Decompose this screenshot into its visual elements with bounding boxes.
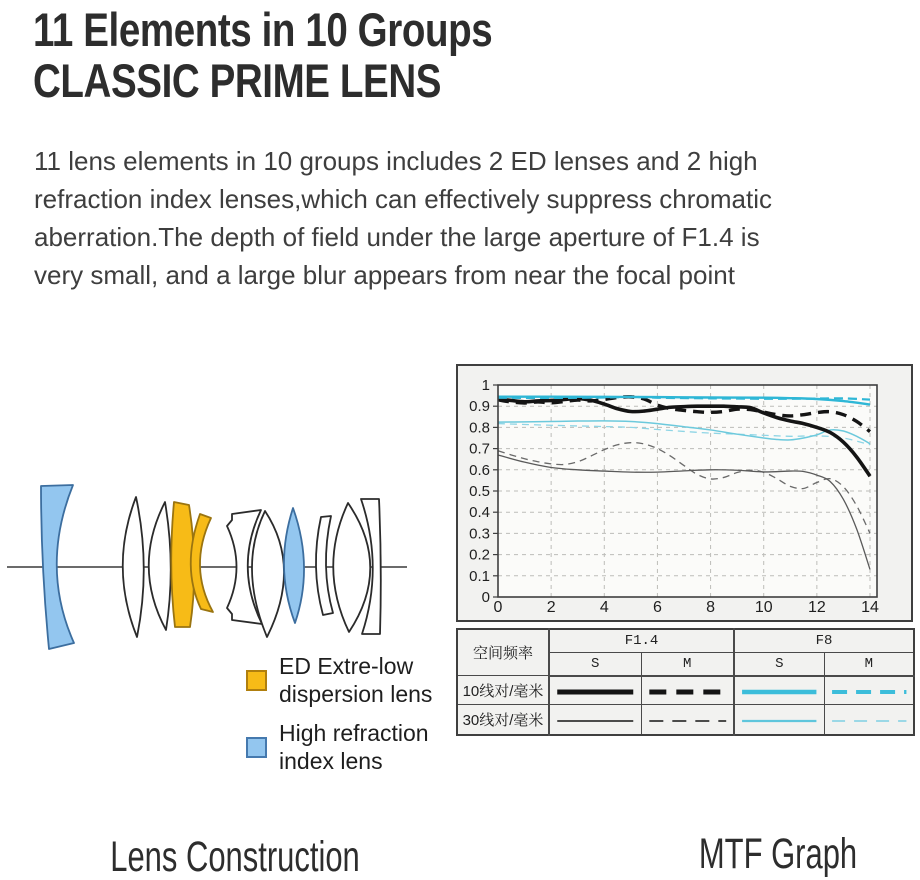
x-tick-label: 8 <box>706 599 716 616</box>
table-row-30lp <box>457 705 914 735</box>
legend-label <box>279 719 429 775</box>
description-line: 11 lens elements in 10 groups includes 2 ED lenses and 2 high <box>34 146 758 176</box>
lens-construction-caption: Lens Construction <box>110 833 360 880</box>
y-tick-label: 0.5 <box>469 483 490 500</box>
y-tick-label: 0.3 <box>469 525 490 543</box>
y-tick-label: 0.2 <box>469 546 490 564</box>
line-sample-cell <box>641 705 734 735</box>
x-tick-label: 4 <box>599 599 609 616</box>
s-column-header: S <box>734 652 824 675</box>
table-row-10lp <box>457 676 914 705</box>
description-line: very small, and a large blur appears from near the focal point <box>34 260 735 290</box>
legend-item-high-refraction <box>246 719 432 775</box>
line-sample-f8-30-m <box>825 714 914 726</box>
legend-item-ed <box>246 652 432 708</box>
legend-label <box>279 652 432 708</box>
mtf-chart-panel <box>456 364 913 622</box>
y-tick-label: 0.7 <box>469 440 490 458</box>
line-sample-cell <box>734 676 824 705</box>
y-tick-label: 0.4 <box>469 504 490 522</box>
lens-element-9 <box>316 516 333 615</box>
line-sample-f14-10-m <box>642 685 734 697</box>
m-column-header: M <box>641 652 734 675</box>
line-sample-f14-10-s <box>550 685 641 697</box>
description-paragraph <box>34 142 914 294</box>
page-title <box>33 4 593 106</box>
description-line: refraction index lenses,which can effectively suppress chromatic <box>34 184 772 214</box>
x-tick-label: 6 <box>652 599 662 616</box>
line-sample-f14-30-s <box>550 714 641 726</box>
legend-label-line: High refraction <box>279 720 429 746</box>
line-sample-cell <box>549 705 641 735</box>
spatial-frequency-header: 空间频率 <box>457 629 549 676</box>
high-refraction-swatch-icon <box>246 737 267 758</box>
f14-group-header: F1.4 <box>549 629 734 652</box>
line-sample-cell <box>824 676 914 705</box>
line-sample-f8-10-m <box>825 685 914 697</box>
line-sample-cell <box>824 705 914 735</box>
legend-label-line: index lens <box>279 748 383 774</box>
title-line-2: CLASSIC PRIME LENS <box>33 54 442 107</box>
row-label-30lp: 30线对/毫米 <box>457 705 549 735</box>
lens-element-8-high-refraction <box>284 508 304 623</box>
mtf-legend-table <box>456 628 915 736</box>
ed-lens-swatch-icon <box>246 670 267 691</box>
y-tick-label: 0.6 <box>469 461 490 479</box>
line-sample-cell <box>549 676 641 705</box>
y-tick-label: 0.9 <box>469 398 490 416</box>
y-tick-label: 0 <box>481 589 490 606</box>
title-line-1: 11 Elements in 10 Groups <box>33 3 493 56</box>
lens-element-10 <box>333 503 370 632</box>
lens-element-3 <box>149 502 171 630</box>
x-tick-label: 10 <box>754 599 773 616</box>
y-tick-label: 0.1 <box>469 567 490 585</box>
y-tick-label: 1 <box>481 377 490 394</box>
lens-legend <box>246 652 432 786</box>
line-sample-f8-30-s <box>735 714 824 726</box>
y-tick-label: 0.8 <box>469 419 490 437</box>
lens-element-2 <box>123 497 144 637</box>
row-label-10lp: 10线对/毫米 <box>457 676 549 705</box>
x-tick-label: 12 <box>807 599 826 616</box>
mtf-plot <box>458 366 911 620</box>
f8-group-header: F8 <box>734 629 914 652</box>
mtf-graph-caption: MTF Graph <box>698 830 858 878</box>
table-header-row <box>457 629 914 652</box>
legend-label-line: dispersion lens <box>279 681 433 707</box>
line-sample-cell <box>641 676 734 705</box>
line-sample-f14-30-m <box>642 714 734 726</box>
m-column-header: M <box>824 652 914 675</box>
line-sample-cell <box>734 705 824 735</box>
s-column-header: S <box>549 652 641 675</box>
x-tick-label: 2 <box>546 599 556 616</box>
line-sample-f8-10-s <box>735 685 824 697</box>
lens-construction-diagram <box>3 470 413 670</box>
legend-label-line: ED Extre-low <box>279 653 414 679</box>
description-line: aberration.The depth of field under the large aperture of F1.4 is <box>34 222 760 252</box>
x-tick-label: 14 <box>861 599 879 616</box>
x-tick-label: 0 <box>493 599 503 616</box>
